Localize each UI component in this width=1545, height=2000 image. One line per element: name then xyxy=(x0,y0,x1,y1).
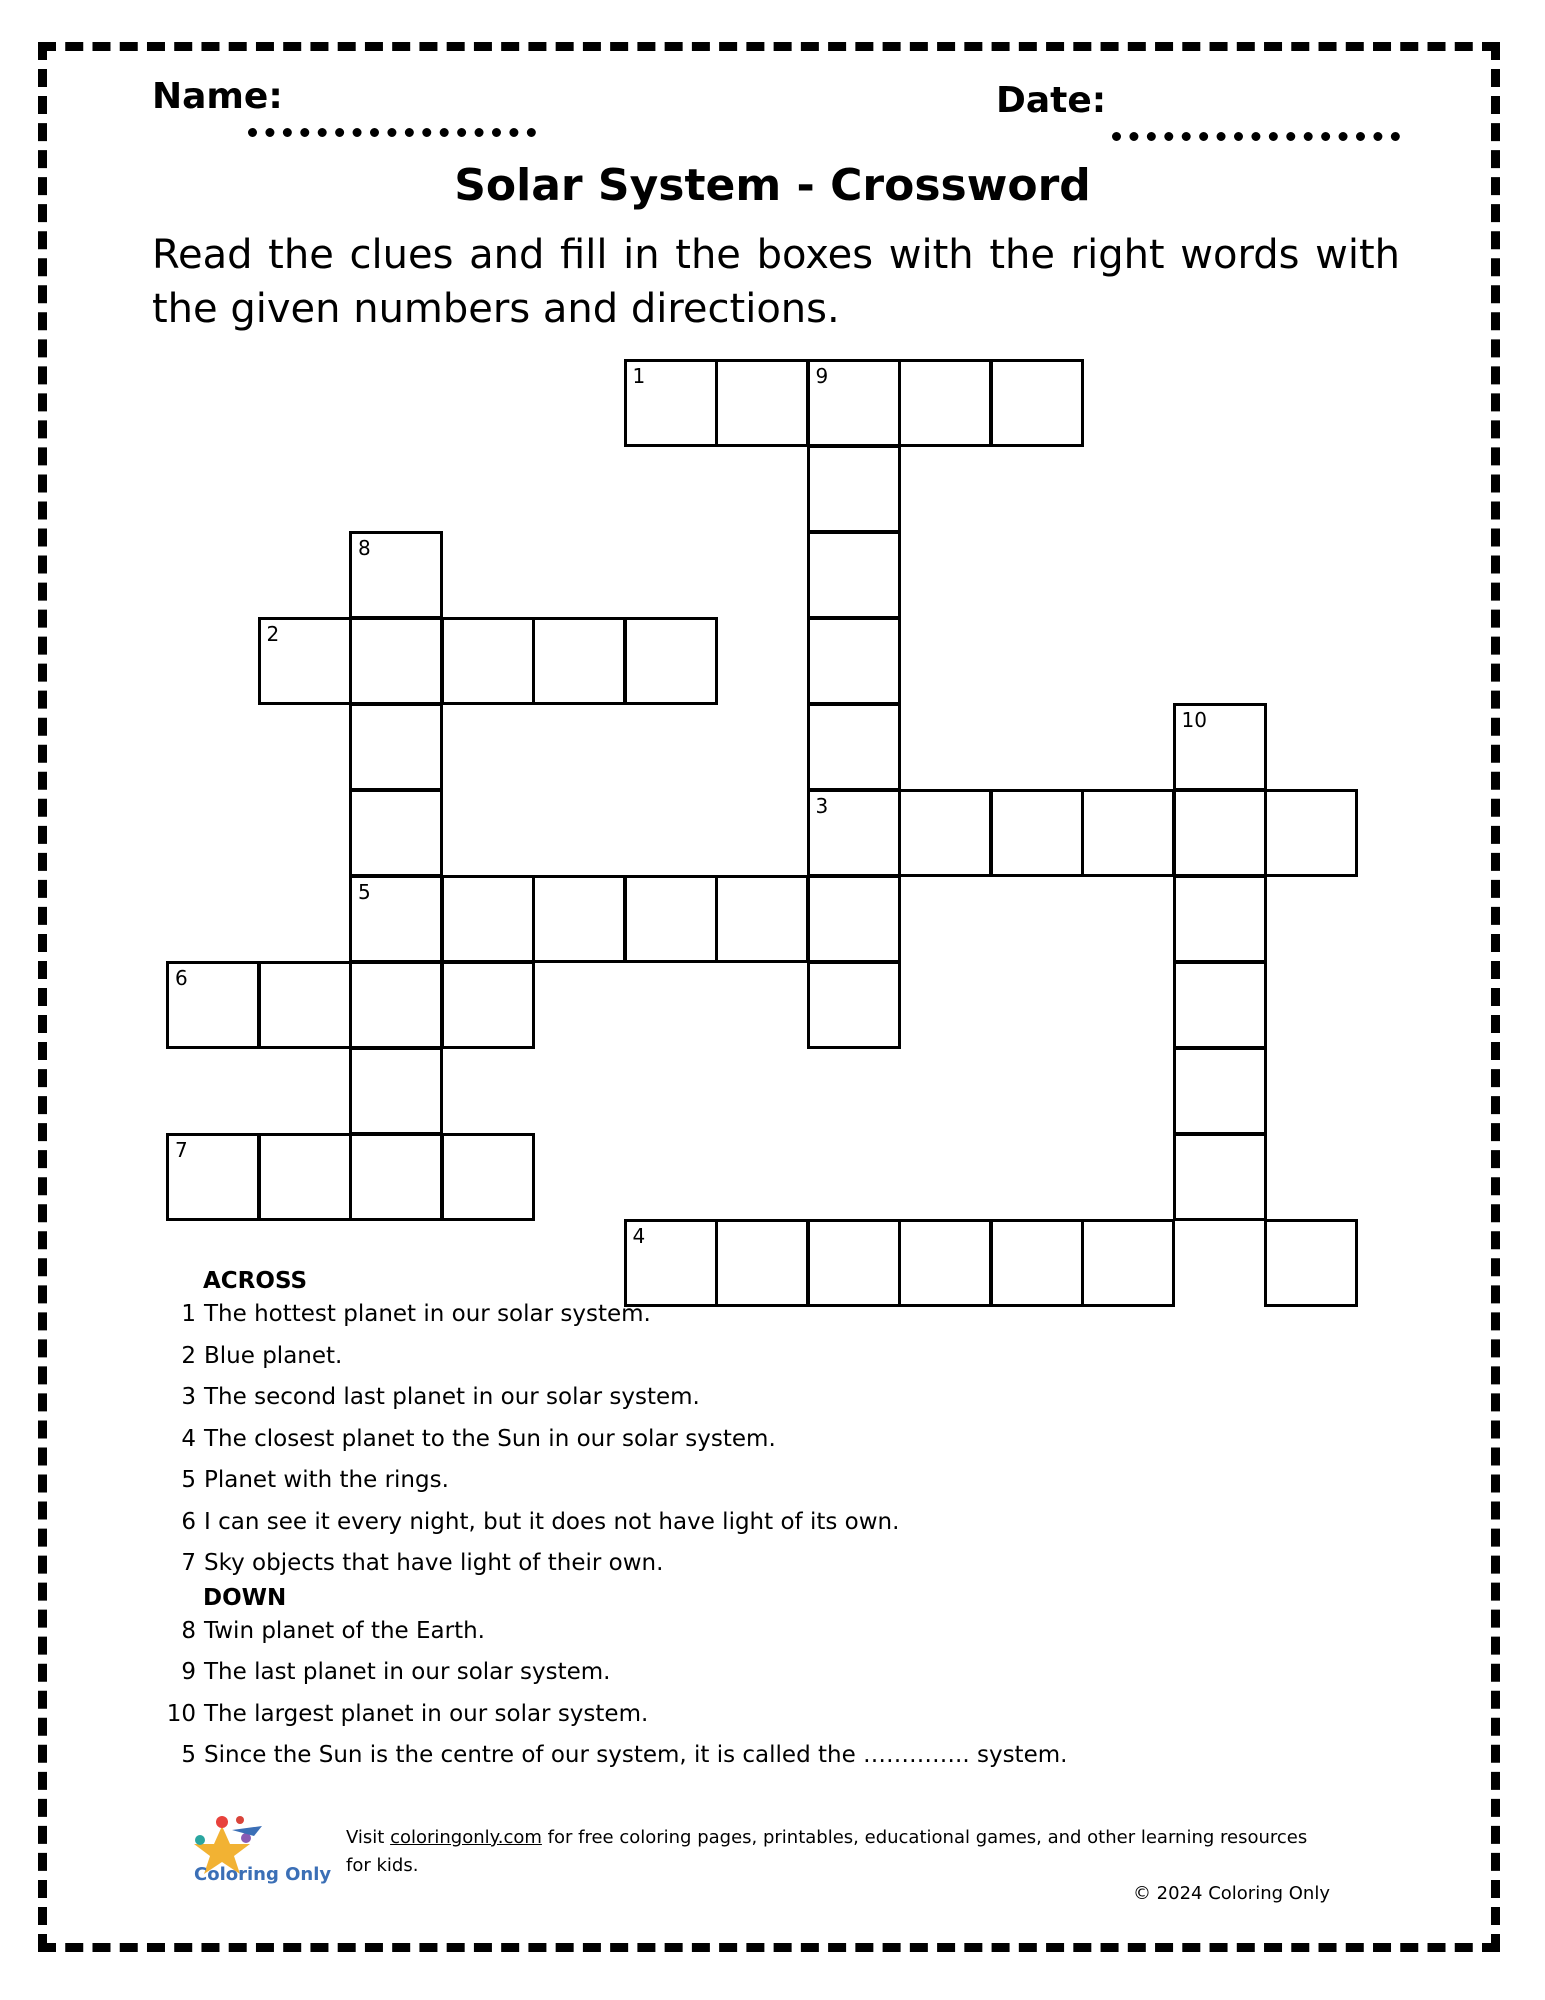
clue-number: 10 xyxy=(166,1700,196,1727)
clue-row xyxy=(160,1464,1067,1506)
clue-text: The largest planet in our solar system. xyxy=(204,1700,649,1727)
clue-number: 5 xyxy=(181,1742,196,1768)
clue-number-label: 6 xyxy=(175,966,188,990)
footer-visit-suffix: for free coloring pages, printables, educational games, and other learning resources for kids. xyxy=(346,1827,1308,1876)
clue-number: 4 xyxy=(181,1425,196,1452)
clue-text: The last planet in our solar system. xyxy=(204,1659,611,1685)
footer-visit-prefix: Visit xyxy=(346,1827,391,1848)
clue-number-label: 7 xyxy=(175,1138,188,1162)
clue-number: 3 xyxy=(181,1384,196,1410)
clue-text: The second last planet in our solar system. xyxy=(204,1384,700,1410)
clue-row xyxy=(160,1656,1067,1698)
logo-text: Coloring Only xyxy=(194,1864,332,1885)
date-label: Date: xyxy=(996,80,1107,121)
clue-number: 8 xyxy=(181,1617,196,1644)
instructions-text: Read the clues and fill in the boxes with the right words with the given numbers and directions. xyxy=(152,232,1400,332)
clue-row xyxy=(160,1615,1067,1657)
clue-number-label: 9 xyxy=(815,364,829,388)
across-clue-list xyxy=(160,1298,1067,1589)
clue-text: The closest planet to the Sun in our solar system. xyxy=(204,1425,776,1452)
clues-section xyxy=(160,1264,1067,1781)
clue-text: The hottest planet in our solar system. xyxy=(204,1301,651,1327)
name-label: Name: xyxy=(152,76,283,117)
worksheet-title: Solar System - Crossword xyxy=(454,160,1091,211)
footer xyxy=(346,1824,1330,1908)
down-clue-list xyxy=(160,1615,1067,1781)
clue-number-label: 10 xyxy=(1181,708,1207,732)
across-heading: ACROSS xyxy=(203,1268,308,1294)
clue-row xyxy=(160,1423,1067,1465)
clue-text: Sky objects that have light of their own. xyxy=(204,1550,664,1576)
clue-text: Blue planet. xyxy=(204,1342,343,1369)
clue-row xyxy=(160,1739,1067,1781)
clue-text: I can see it every night, but it does not have light of its own. xyxy=(204,1508,900,1535)
clue-number-label: 4 xyxy=(632,1224,646,1248)
clue-number-label: 8 xyxy=(358,536,371,560)
footer-copyright: © 2024 Coloring Only xyxy=(1132,1883,1330,1904)
clue-row xyxy=(160,1381,1067,1423)
clue-number: 9 xyxy=(181,1659,196,1685)
clue-text: Planet with the rings. xyxy=(204,1467,449,1493)
clue-number: 6 xyxy=(181,1508,196,1535)
name-write-line[interactable] xyxy=(248,128,536,137)
clue-number-label: 2 xyxy=(266,622,280,646)
clue-number: 7 xyxy=(181,1550,196,1576)
clue-number: 5 xyxy=(181,1467,196,1493)
clue-text: Since the Sun is the centre of our system, it is called the ………….. system. xyxy=(204,1742,1068,1768)
clue-number-label: 1 xyxy=(632,364,646,388)
footer-site-link[interactable]: coloringonly.com xyxy=(390,1827,542,1848)
date-write-line[interactable] xyxy=(1112,132,1400,141)
clue-number: 2 xyxy=(181,1342,196,1369)
footer-visit-line xyxy=(346,1824,1330,1880)
down-heading: DOWN xyxy=(203,1584,287,1611)
clue-row xyxy=(160,1298,1067,1340)
clue-row xyxy=(160,1340,1067,1382)
clue-text: Twin planet of the Earth. xyxy=(204,1617,485,1644)
clue-row xyxy=(160,1506,1067,1548)
clue-row xyxy=(160,1698,1067,1740)
clue-number-label: 5 xyxy=(358,880,371,904)
clue-number: 1 xyxy=(181,1301,196,1327)
clue-number-label: 3 xyxy=(815,794,829,818)
